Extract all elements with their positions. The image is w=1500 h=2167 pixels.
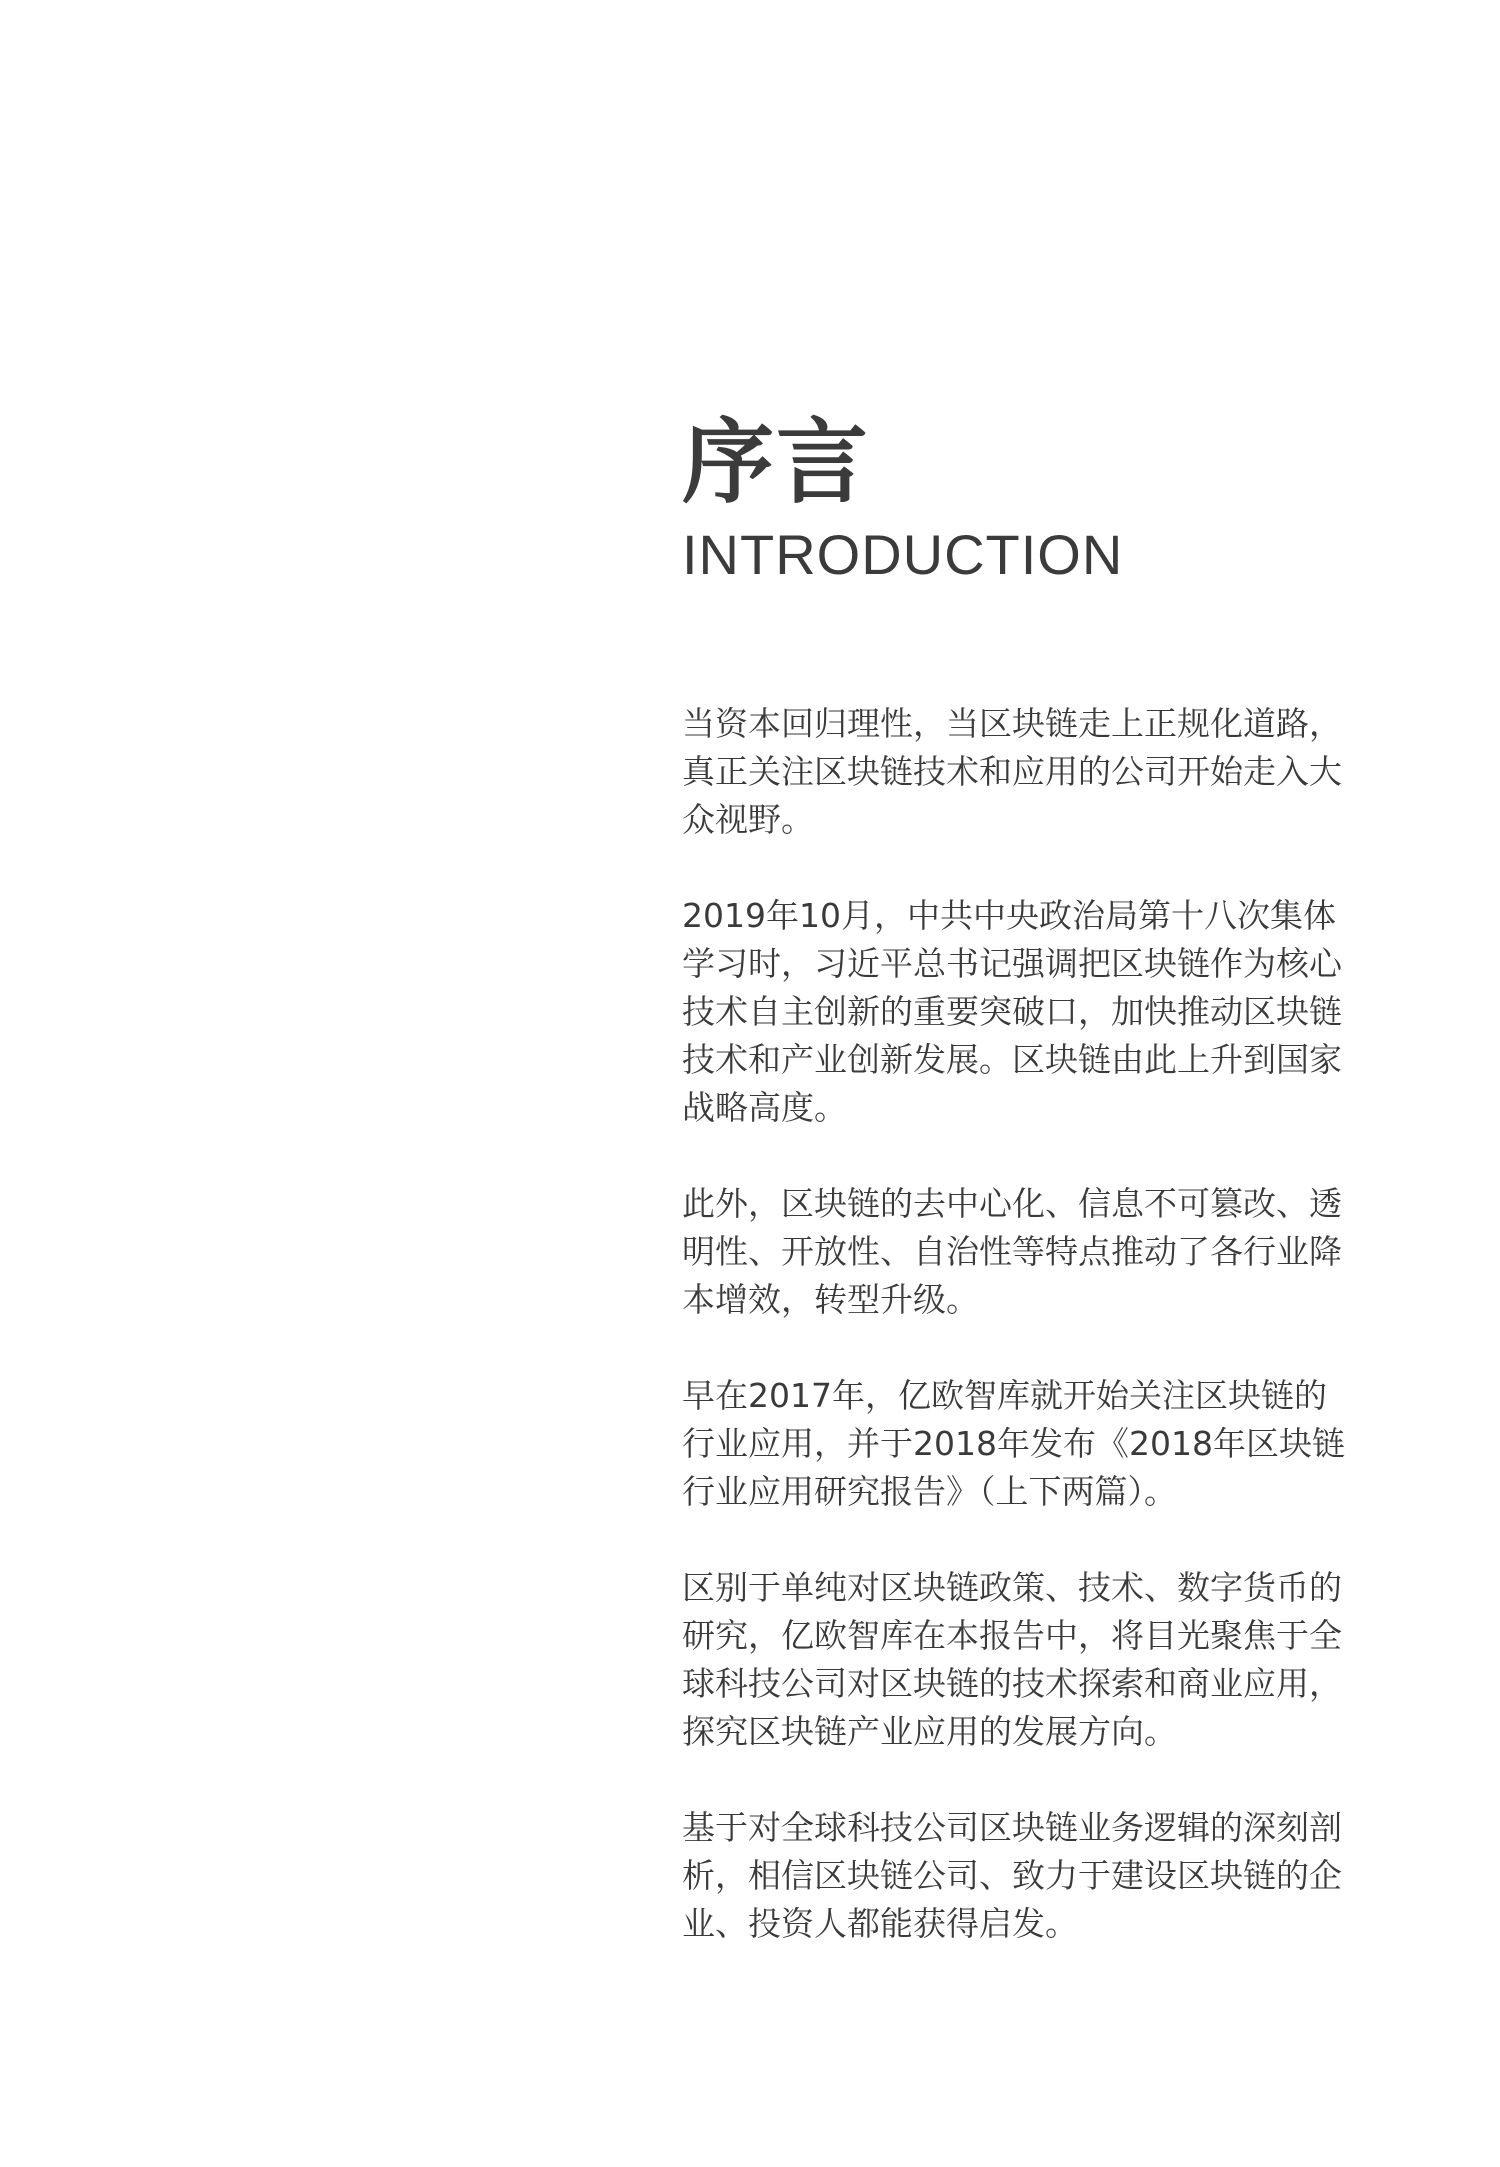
paragraph-3: 此外，区块链的去中心化、信息不可篡改、透 明性、开放性、自治性等特点推动了各行业降 本增效，转型升级。 [682,1184,1342,1319]
heading-block [682,405,1402,587]
introduction-body [682,700,1362,1996]
page-subtitle: INTRODUCTION [682,523,1124,586]
paragraph-2: 2019年10月，中共中央政治局第十八次集体 学习时，习近平总书记强调把区块链作为核心 技术自主创新的重要突破口，加快推动区块链 技术和产业创新发展。区块链由此上升到国家 战略高度。 [682,896,1342,1127]
paragraph-1: 当资本回归理性，当区块链走上正规化道路， 真正关注区块链技术和应用的公司开始走入大 众视野。 [682,704,1342,839]
paragraph-4: 早在2017年，亿欧智库就开始关注区块链的 行业应用，并于2018年发布《2018年区块链 行业应用研究报告》（上下两篇）。 [682,1376,1345,1511]
paragraph-6: 基于对全球科技公司区块链业务逻辑的深刻剖 析，相信区块链公司、致力于建设区块链的企 业、投资人都能获得启发。 [682,1808,1342,1943]
paragraph-5: 区别于单纯对区块链政策、技术、数字货币的 研究，亿欧智库在本报告中，将目光聚焦于全 球科技公司对区块链的技术探索和商业应用， 探究区块链产业应用的发展方向。 [682,1568,1342,1751]
page-title: 序言 [682,409,871,516]
